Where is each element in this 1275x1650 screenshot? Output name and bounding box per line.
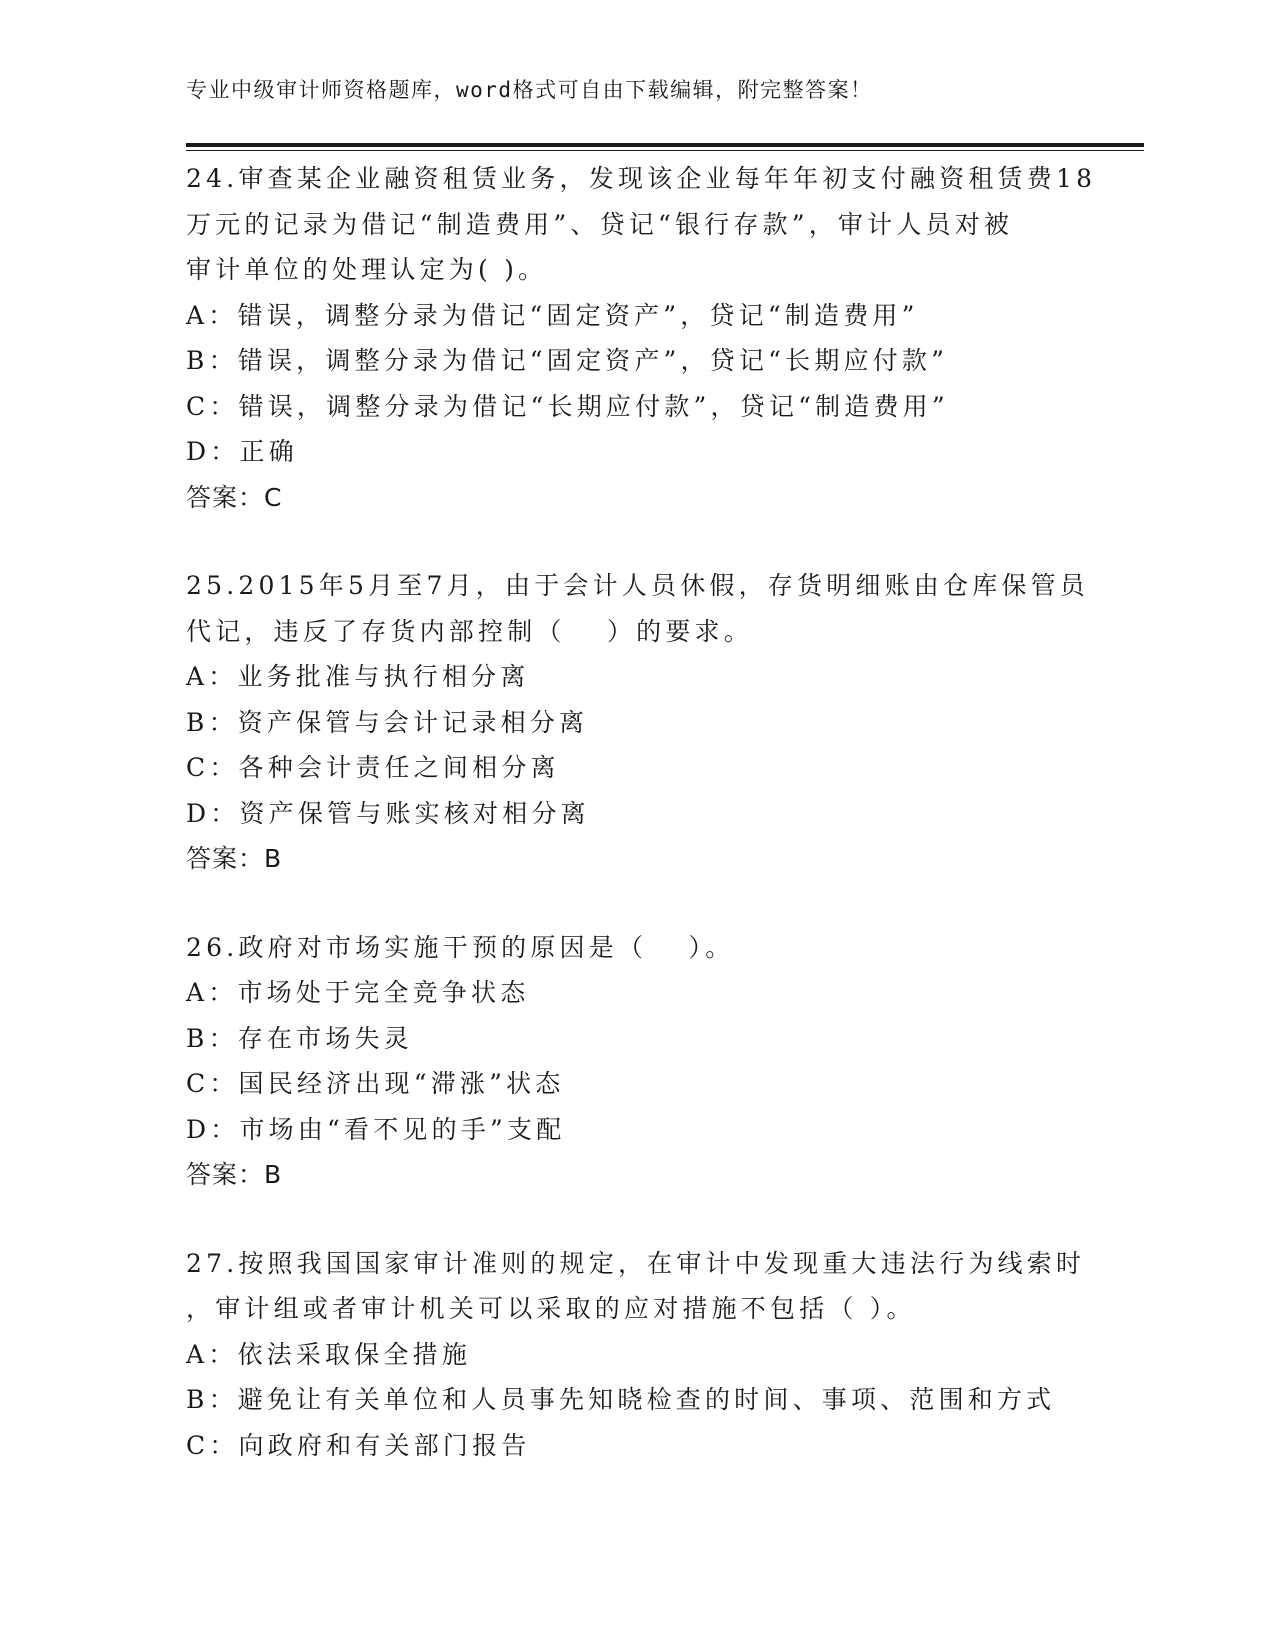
header-text: 专业中级审计师资格题库，word格式可自由下载编辑，附完整答案！: [186, 78, 873, 102]
question-stem-line: 审计单位的处理认定为( )。: [186, 255, 548, 284]
option-b: B：避免让有关单位和人员事先知晓检查的时间、事项、范围和方式: [186, 1385, 1056, 1414]
answer-text: 答案：C: [186, 482, 283, 512]
option-d: D：市场由“看不见的手”支配: [186, 1114, 566, 1144]
answer-text: 答案：B: [186, 1160, 283, 1189]
question-25: [186, 563, 1146, 882]
question-list: [186, 156, 1146, 1511]
option-a: A：依法采取保全措施: [186, 1339, 472, 1369]
option-c: C：各种会计责任之间相分离: [186, 753, 560, 782]
header-rule-thick: [186, 143, 1144, 147]
option-c: C：错误，调整分录为借记“长期应付款”，贷记“制造费用”: [186, 391, 949, 421]
question-24: [186, 156, 1146, 520]
question-stem-line: 25.2015年5月至7月，由于会计人员休假，存货明细账由仓库保管员: [186, 571, 1089, 600]
option-a: A：错误，调整分录为借记“固定资产”，贷记“制造费用”: [186, 300, 919, 330]
option-b: B：错误，调整分录为借记“固定资产”，贷记“长期应付款”: [186, 346, 949, 375]
header-rule-thin: [186, 150, 1144, 151]
answer-text: 答案：B: [186, 844, 283, 873]
option-d: D：资产保管与账实核对相分离: [186, 798, 590, 828]
option-b: B：存在市场失灵: [186, 1023, 413, 1053]
option-c: C：向政府和有关部门报告: [186, 1430, 531, 1460]
question-stem-line: 万元的记录为借记“制造费用”、贷记“银行存款”，审计人员对被: [186, 209, 1014, 239]
question-stem-line: 24.审查某企业融资租赁业务，发现该企业每年年初支付融资租赁费18: [186, 164, 1097, 193]
question-stem-line: 代记，违反了存货内部控制（ ）的要求。: [186, 616, 753, 646]
option-b: B：资产保管与会计记录相分离: [186, 707, 589, 737]
question-stem-line: 27.按照我国国家审计准则的规定，在审计中发现重大违法行为线索时: [186, 1248, 1086, 1278]
option-c: C：国民经济出现“滞涨”状态: [186, 1069, 565, 1098]
question-stem-line: 26.政府对市场实施干预的原因是（ ）。: [186, 932, 735, 962]
option-a: A：市场处于完全竞争状态: [186, 978, 530, 1007]
question-27: [186, 1241, 1146, 1469]
option-a: A：业务批准与执行相分离: [186, 662, 530, 691]
option-d: D：正确: [186, 437, 298, 466]
question-stem-line: ，审计组或者审计机关可以采取的应对措施不包括（ ）。: [186, 1294, 916, 1323]
question-26: [186, 925, 1146, 1198]
